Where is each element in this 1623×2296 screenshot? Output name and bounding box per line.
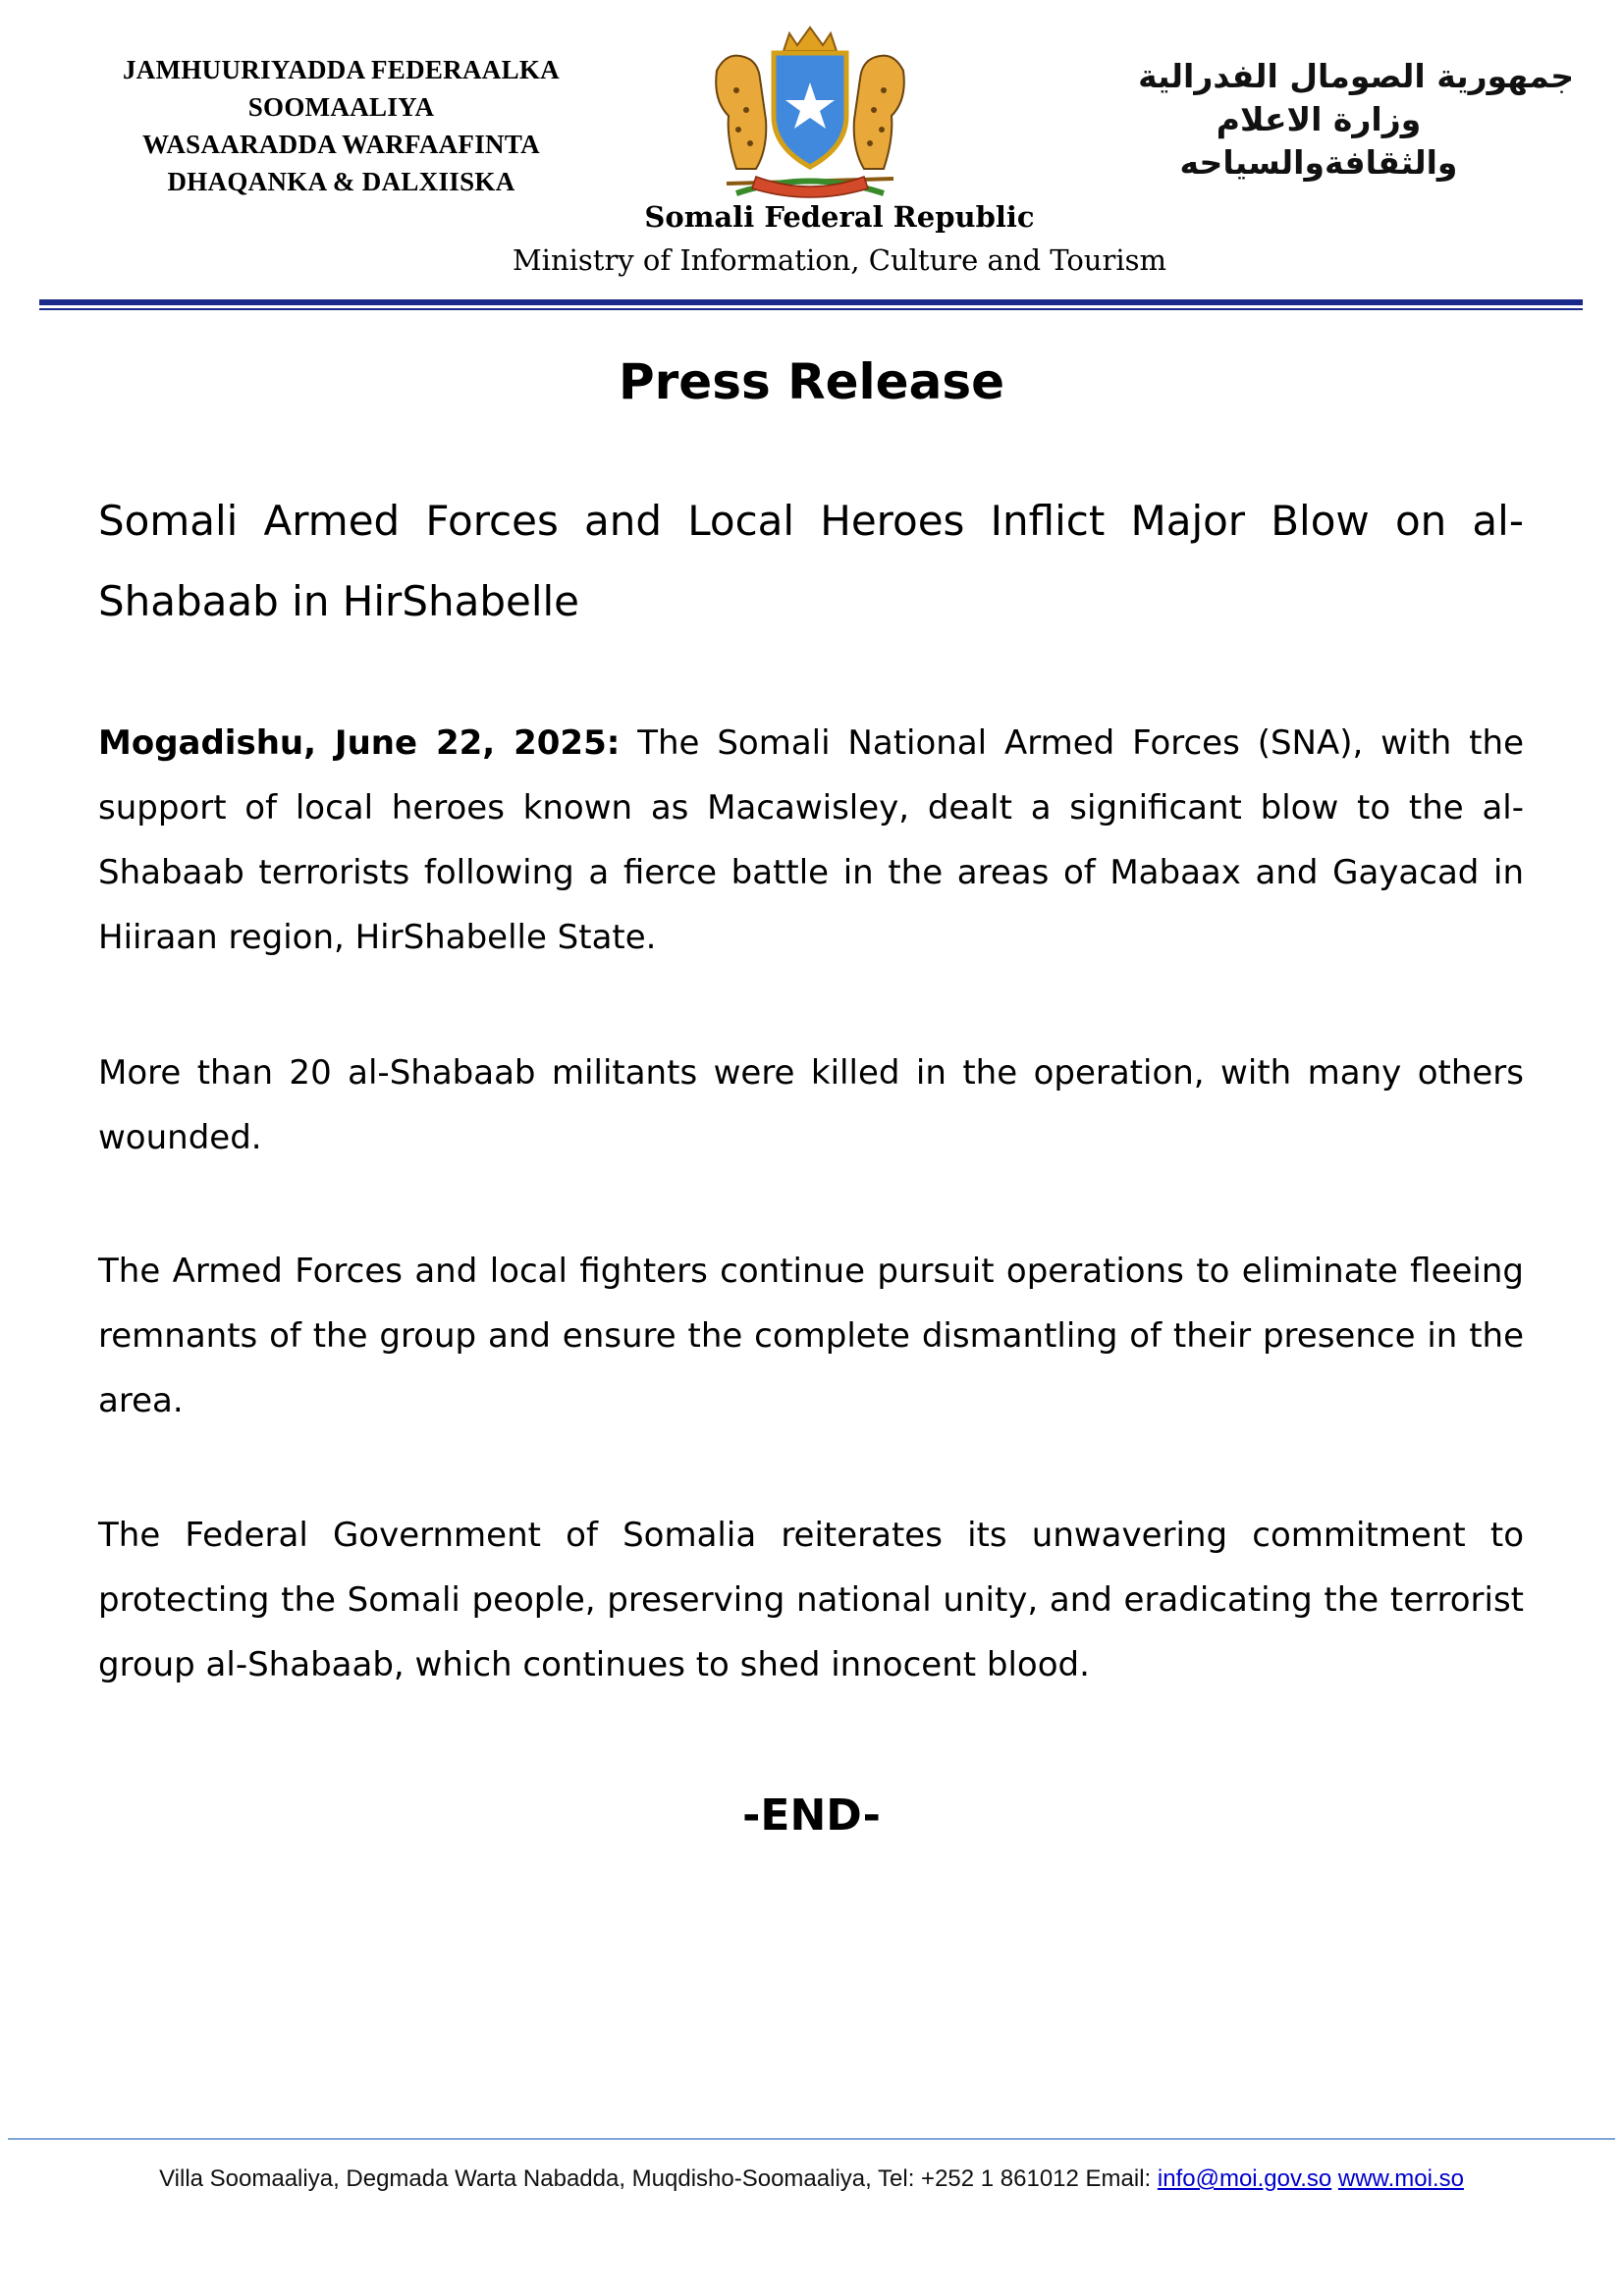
footer-website-link[interactable]: www.moi.so bbox=[1337, 2165, 1464, 2192]
letterhead bbox=[0, 0, 1623, 314]
header-rule-thin bbox=[39, 308, 1583, 310]
paragraph-1 bbox=[98, 711, 1524, 970]
footer-rule bbox=[8, 2138, 1615, 2140]
headline: Somali Armed Forces and Local Heroes Inflict Major Blow on al-Shabaab in HirShabelle bbox=[98, 497, 1524, 625]
arabic-line-2: وزارة الاعلام bbox=[1216, 100, 1422, 138]
ministry-name: Ministry of Information, Culture and Tourism bbox=[512, 243, 1167, 277]
paragraph-3: The Armed Forces and local fighters continue pursuit operations to eliminate fleeing remnants of the group and ensure the complete dismantling of their presence in the area. bbox=[98, 1252, 1524, 1420]
arabic-line-3: والثقافةوالسياحه bbox=[1179, 143, 1458, 182]
letterhead-somali-text bbox=[59, 51, 623, 200]
somali-line-3: WASAARADDA WARFAAFINTA bbox=[142, 130, 540, 159]
dateline: Mogadishu, June 22, 2025: bbox=[98, 723, 621, 763]
arabic-line-1: جمهورية الصومال الفدرالية bbox=[1138, 57, 1574, 95]
letterhead-arabic-text bbox=[1063, 55, 1574, 185]
paragraph-1-text: The Somali National Armed Forces (SNA), with the support of local heroes known as Macawisley, dealt a significant blow to the al-Shabaab terrorists following a fierce battle in the areas of Mabaax and Gayacad in Hiiraan region, HirShabelle State. bbox=[98, 723, 1524, 957]
somali-line-2: SOOMAALIYA bbox=[247, 92, 435, 122]
somalia-coat-of-arms-icon bbox=[687, 22, 933, 203]
somali-line-1: JAMHUURIYADDA FEDERAALKA bbox=[123, 55, 560, 84]
footer-address: Villa Soomaaliya, Degmada Warta Nabadda, Muqdisho-Soomaaliya, Tel: +252 1 861012 Email: bbox=[159, 2165, 1158, 2192]
footer bbox=[0, 2165, 1623, 2193]
end-mark: -END- bbox=[742, 1790, 881, 1841]
somali-line-4: DHAQANKA & DALXIISKA bbox=[167, 167, 515, 196]
document-title: Press Release bbox=[618, 353, 1005, 410]
header-rule-thick bbox=[39, 299, 1583, 305]
paragraph-4: The Federal Government of Somalia reiterates its unwavering commitment to protecting the Somali people, preserving national unity, and eradicating the terrorist group al-Shabaab, which continues to shed innocent blood. bbox=[98, 1516, 1524, 1684]
footer-email-link[interactable]: info@moi.gov.so bbox=[1157, 2165, 1332, 2192]
paragraph-2: More than 20 al-Shabaab militants were killed in the operation, with many others wounded. bbox=[98, 1053, 1524, 1157]
republic-name: Somali Federal Republic bbox=[644, 200, 1035, 234]
